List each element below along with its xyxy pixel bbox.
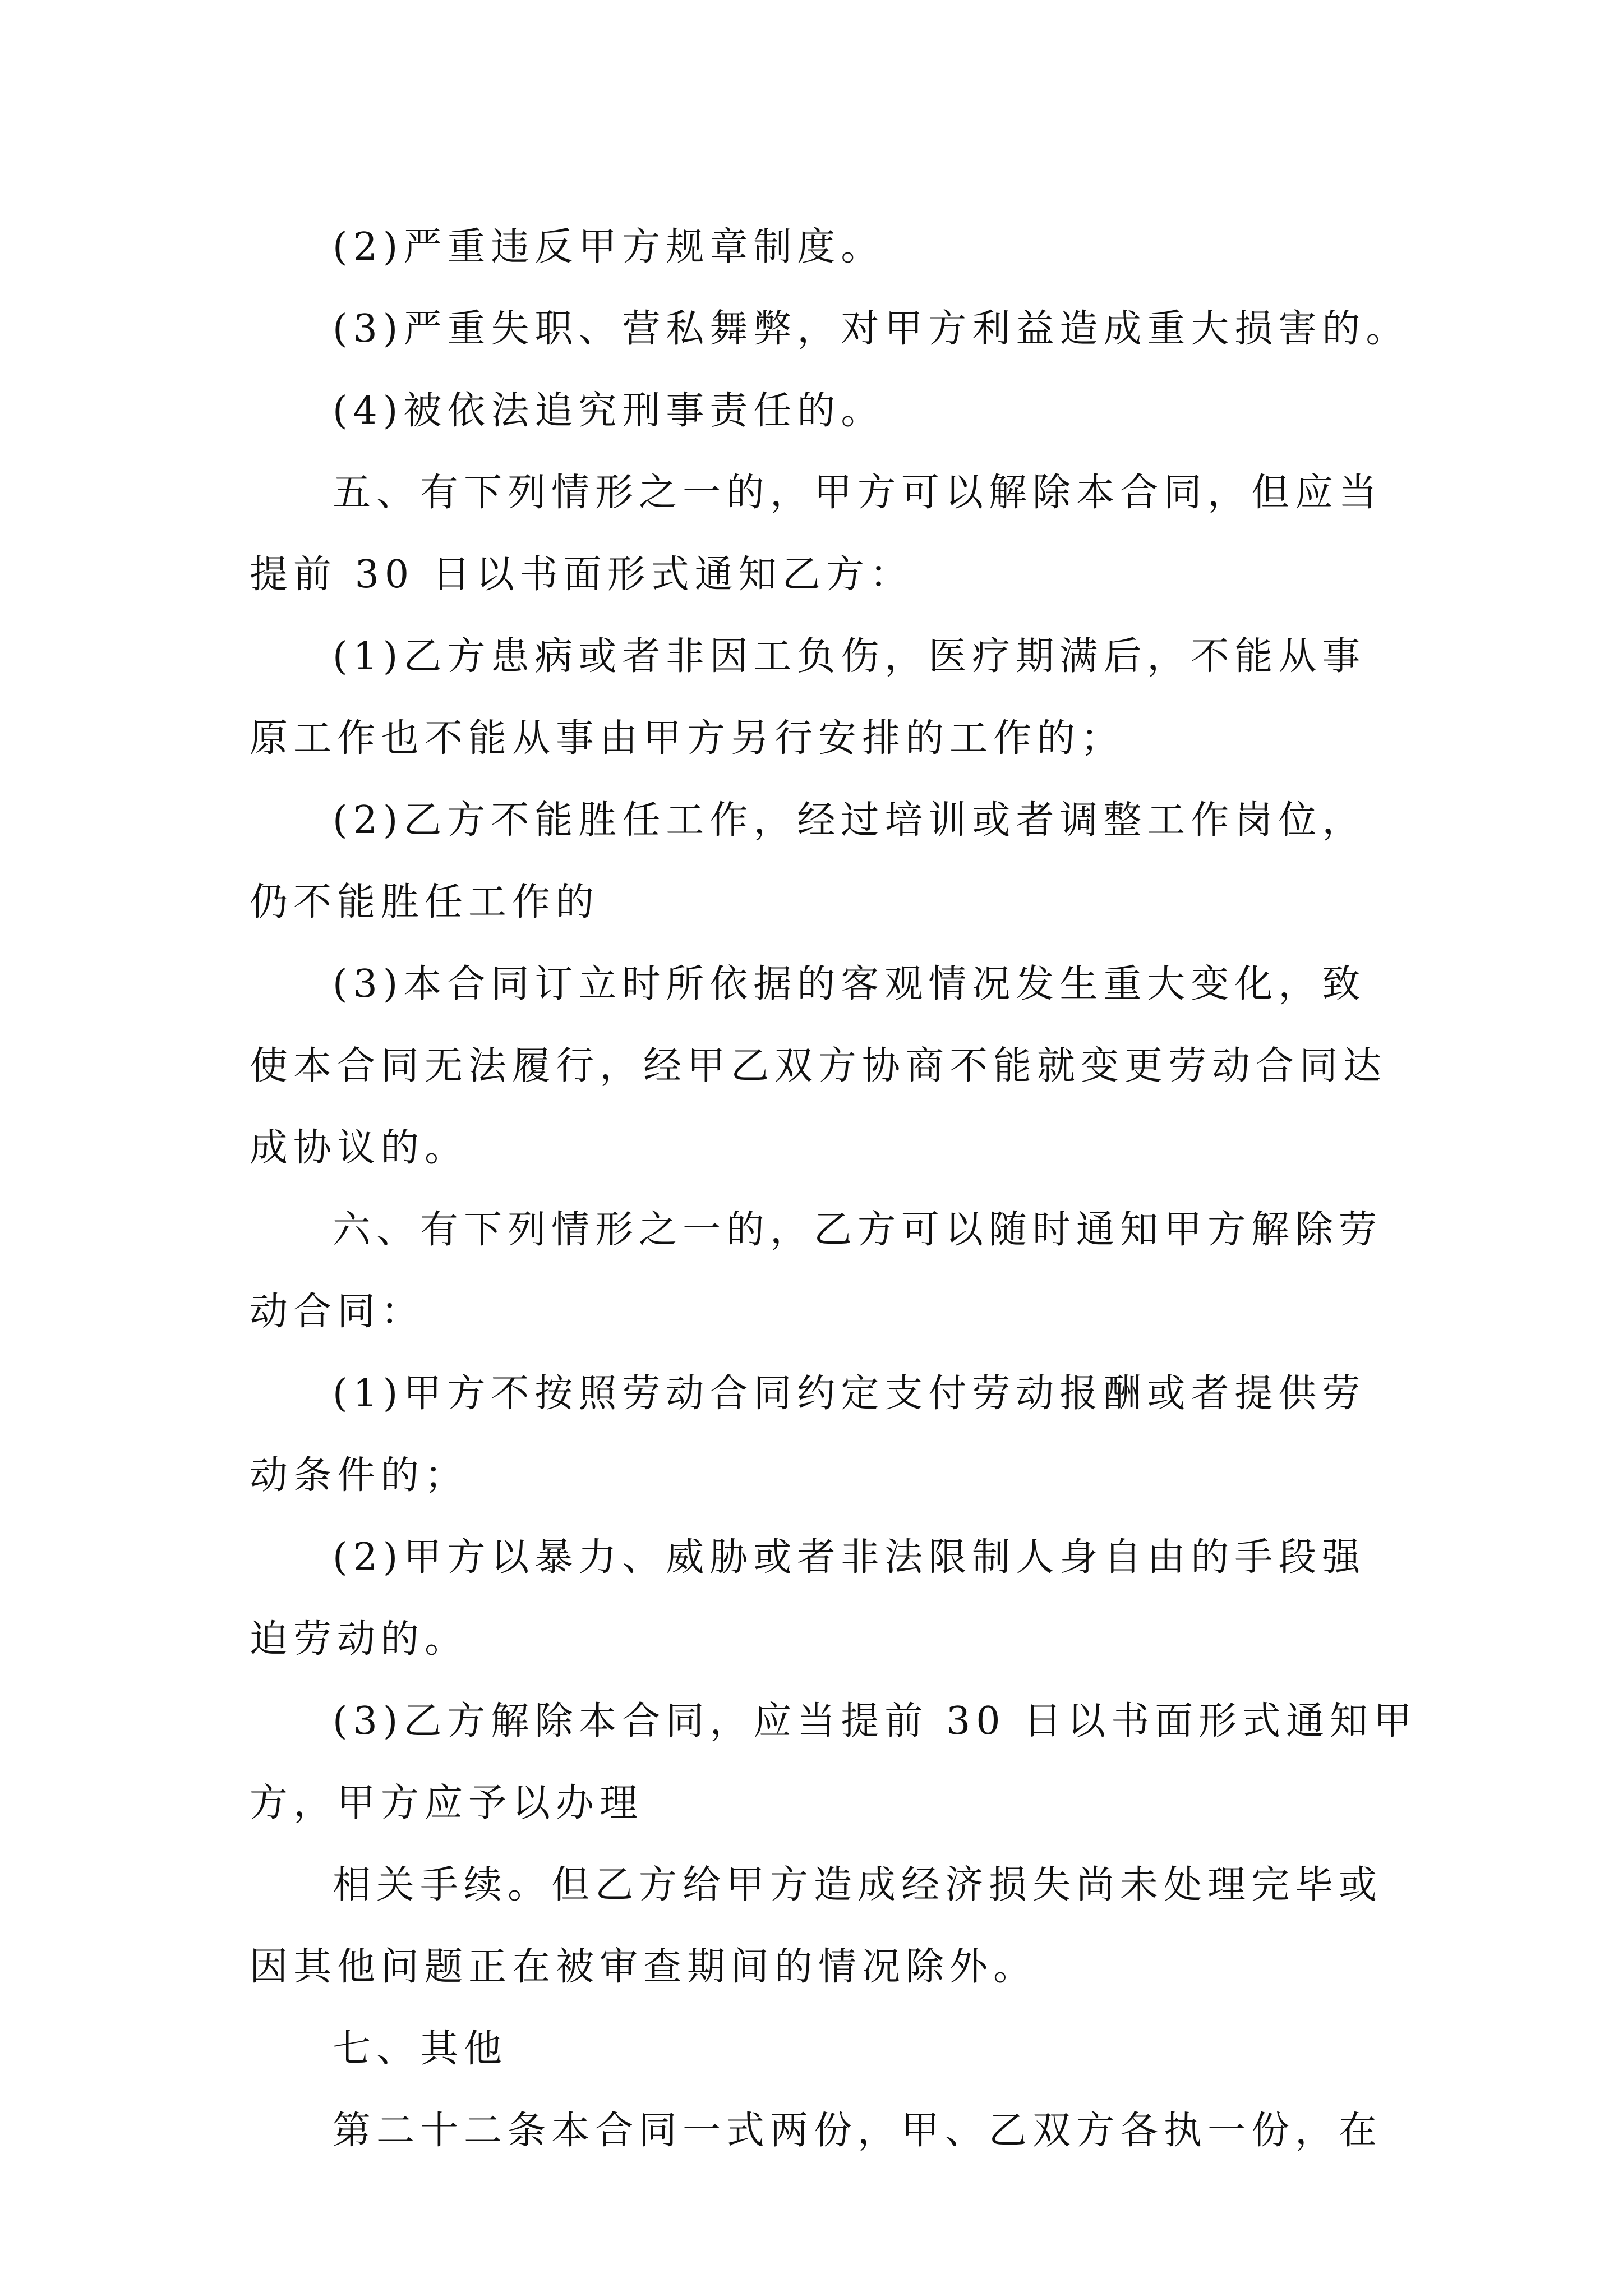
text-line: (2)严重违反甲方规章制度。 bbox=[333, 225, 885, 269]
text-line: 仍不能胜任工作的 bbox=[250, 880, 600, 924]
text-line: 第二十二条本合同一式两份，甲、乙双方各执一份，在 bbox=[333, 2109, 1383, 2153]
text-line: (3)乙方解除本合同，应当提前 30 日以书面形式通知甲 bbox=[333, 1699, 1418, 1743]
document-body bbox=[250, 206, 1418, 2172]
text-line: 提前 30 日以书面形式通知乙方： bbox=[250, 553, 914, 597]
text-line: 六、有下列情形之一的，乙方可以随时通知甲方解除劳 bbox=[333, 1208, 1383, 1252]
text-line: (1)乙方患病或者非因工负伤，医疗期满后，不能从事 bbox=[333, 634, 1366, 679]
text-line: 迫劳动的。 bbox=[250, 1617, 469, 1662]
text-line: 五、有下列情形之一的，甲方可以解除本合同，但应当 bbox=[333, 471, 1383, 515]
text-line: (3)本合同订立时所依据的客观情况发生重大变化，致 bbox=[333, 962, 1366, 1006]
text-line: (1)甲方不按照劳动合同约定支付劳动报酬或者提供劳 bbox=[333, 1372, 1366, 1416]
text-line: 成协议的。 bbox=[250, 1126, 469, 1170]
text-line: 使本合同无法履行，经甲乙双方协商不能就变更劳动合同达 bbox=[250, 1044, 1387, 1088]
text-line: 动合同： bbox=[250, 1290, 425, 1334]
text-line: (2)甲方以暴力、威胁或者非法限制人身自由的手段强 bbox=[333, 1535, 1366, 1580]
text-line: (4)被依法追究刑事责任的。 bbox=[333, 389, 885, 433]
text-line: 七、其他 bbox=[333, 2027, 508, 2071]
text-line: 原工作也不能从事由甲方另行安排的工作的； bbox=[250, 716, 1125, 761]
text-line: (2)乙方不能胜任工作，经过培训或者调整工作岗位， bbox=[333, 798, 1366, 843]
text-line: 方，甲方应予以办理 bbox=[250, 1781, 644, 1825]
text-line: 相关手续。但乙方给甲方造成经济损失尚未处理完毕或 bbox=[333, 1863, 1383, 1907]
text-line: 动条件的； bbox=[250, 1453, 469, 1498]
text-line: (3)严重失职、营私舞弊，对甲方利益造成重大损害的。 bbox=[333, 307, 1410, 351]
text-line: 因其他问题正在被审查期间的情况除外。 bbox=[250, 1945, 1038, 1989]
